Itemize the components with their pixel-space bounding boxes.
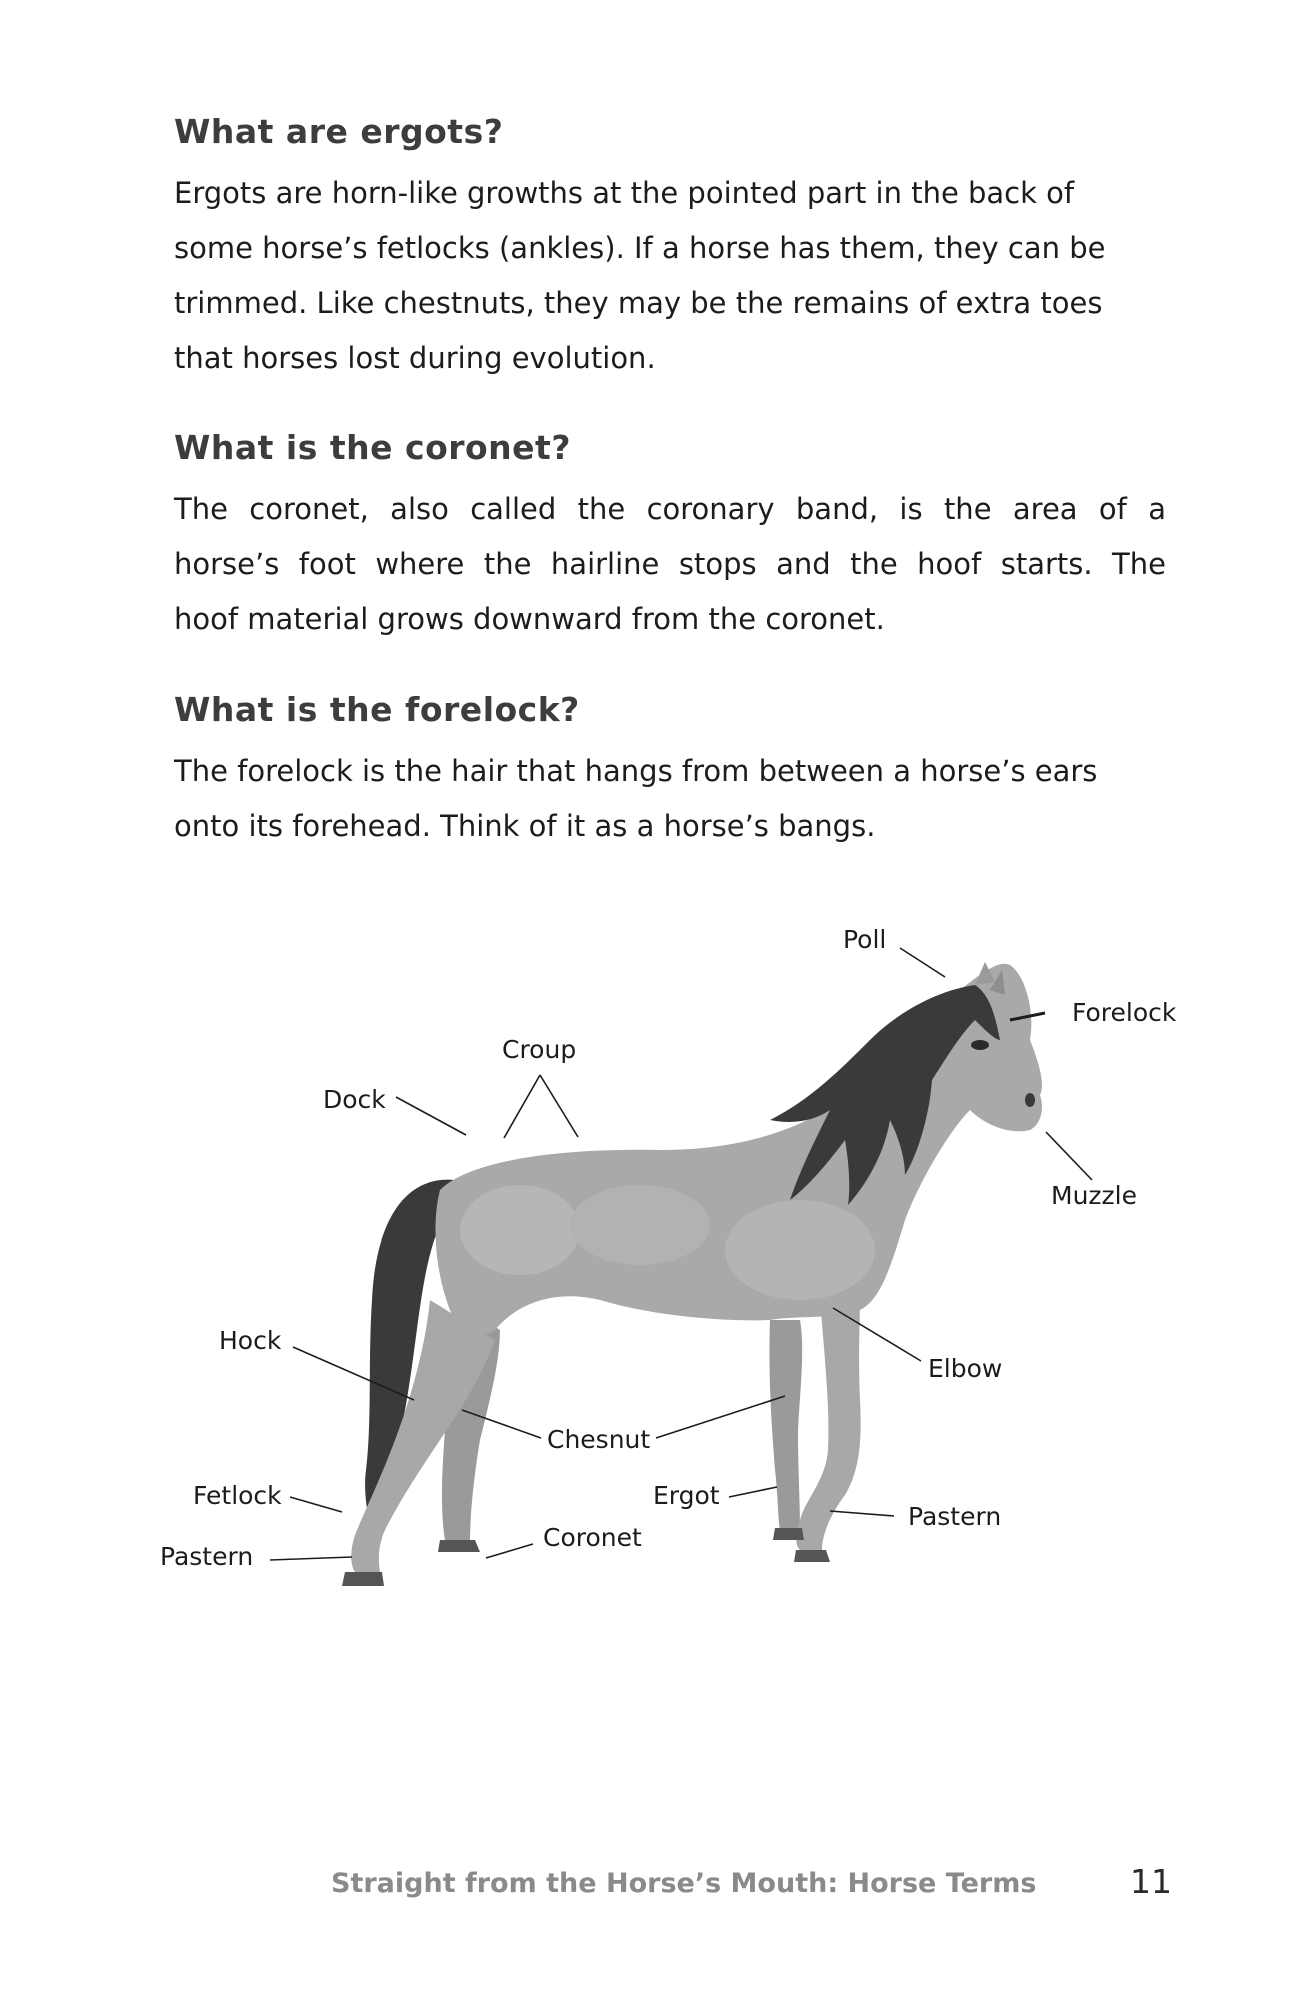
- leader-croup: [540, 1075, 578, 1137]
- horse-hoof: [794, 1550, 830, 1562]
- page-number: 11: [1130, 1862, 1172, 1901]
- label-coronet: Coronet: [543, 1523, 642, 1552]
- leader-pastern-front: [830, 1511, 894, 1516]
- text-line: some horse’s fetlocks (ankles). If a horse has them, they can be: [174, 231, 1106, 265]
- leader-dock: [396, 1097, 466, 1135]
- heading-coronet: What is the coronet?: [174, 428, 571, 467]
- leader-poll: [900, 948, 945, 977]
- label-forelock: Forelock: [1072, 998, 1177, 1027]
- horse-nostril: [1025, 1093, 1035, 1107]
- text-line: The forelock is the hair that hangs from between a horse’s ears: [174, 754, 1098, 788]
- leader-croup: [504, 1075, 540, 1138]
- label-dock: Dock: [323, 1085, 386, 1114]
- text-line: trimmed. Like chestnuts, they may be the remains of extra toes: [174, 286, 1103, 320]
- paragraph-coronet: [174, 482, 1166, 647]
- label-pastern-front: Pastern: [908, 1502, 1002, 1531]
- horse-hoof: [342, 1572, 384, 1586]
- horse-shading: [460, 1185, 580, 1275]
- leader-coronet: [486, 1544, 533, 1558]
- label-chesnut: Chesnut: [547, 1425, 651, 1454]
- horse-eye: [971, 1040, 989, 1050]
- horse-fore-leg-far: [769, 1320, 802, 1530]
- leader-ergot: [729, 1487, 777, 1497]
- text-line: that horses lost during evolution.: [174, 341, 656, 375]
- horse-hoof: [773, 1528, 804, 1540]
- horse-hoof: [438, 1540, 480, 1552]
- heading-ergots: What are ergots?: [174, 112, 504, 151]
- text-line: The coronet, also called the coronary band, is the area of a: [174, 492, 1166, 526]
- leader-muzzle: [1046, 1132, 1092, 1180]
- label-pastern-rear: Pastern: [160, 1542, 254, 1571]
- text-line: horse’s foot where the hairline stops and the hoof starts. The: [174, 547, 1166, 581]
- text-line: onto its forehead. Think of it as a horse’s bangs.: [174, 809, 876, 843]
- label-hock: Hock: [219, 1326, 282, 1355]
- horse-shading: [570, 1185, 710, 1265]
- label-poll: Poll: [843, 925, 887, 954]
- paragraph-forelock: [174, 744, 1166, 854]
- heading-forelock: What is the forelock?: [174, 690, 580, 729]
- leader-pastern-rear: [270, 1557, 352, 1560]
- label-ergot: Ergot: [653, 1481, 720, 1510]
- label-croup: Croup: [502, 1035, 577, 1064]
- leader-chesnut: [656, 1396, 785, 1438]
- text-line: Ergots are horn-like growths at the pointed part in the back of: [174, 176, 1075, 210]
- paragraph-ergots: [174, 166, 1166, 386]
- horse-shading: [725, 1200, 875, 1300]
- label-muzzle: Muzzle: [1051, 1181, 1137, 1210]
- horse-anatomy-diagram: [0, 880, 1294, 1640]
- running-footer-title: Straight from the Horse’s Mouth: Horse Terms: [331, 1868, 1037, 1899]
- text-line: hoof material grows downward from the coronet.: [174, 602, 885, 636]
- label-fetlock: Fetlock: [193, 1481, 282, 1510]
- label-elbow: Elbow: [928, 1354, 1003, 1383]
- leader-fetlock: [290, 1497, 342, 1512]
